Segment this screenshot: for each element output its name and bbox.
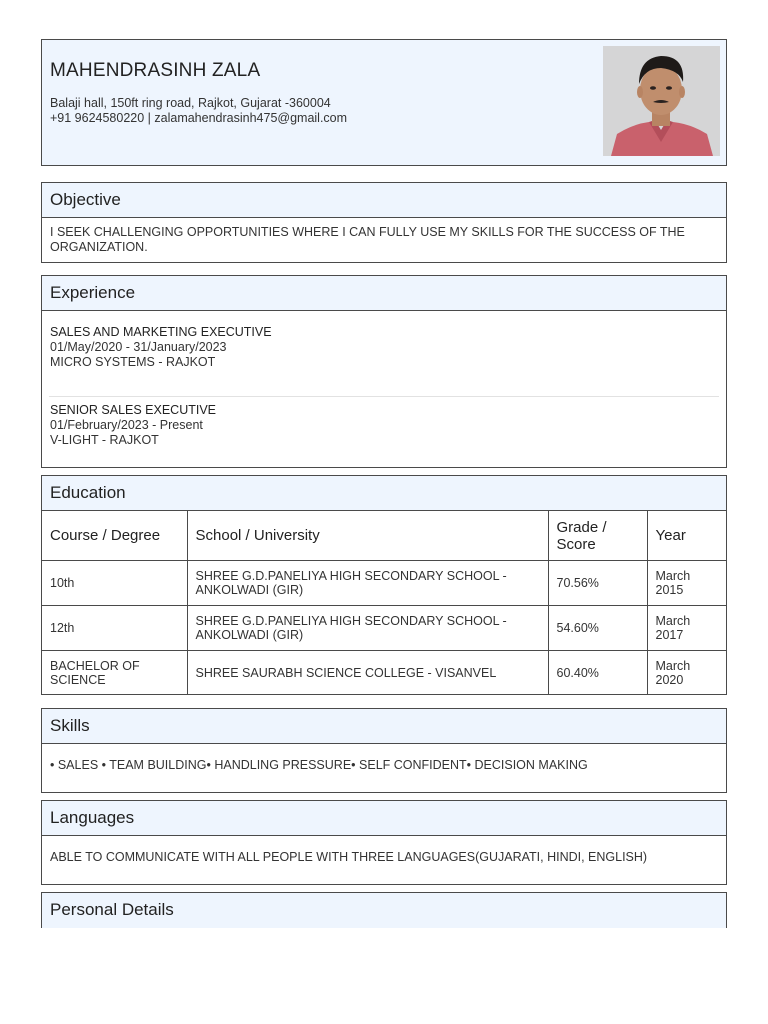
candidate-name: MAHENDRASINH ZALA (50, 60, 261, 81)
job-title: SENIOR SALES EXECUTIVE (50, 403, 217, 417)
table-row (42, 606, 726, 651)
personal-details-section (41, 892, 727, 928)
table-row (42, 651, 726, 696)
column-header: Year (647, 511, 726, 561)
table-cell: SHREE G.D.PANELIYA HIGH SECONDARY SCHOOL - ANKOLWADI (GIR) (187, 606, 548, 651)
skills-heading: Skills (42, 709, 726, 744)
job-dates: 01/February/2023 - Present (50, 418, 203, 432)
table-cell: March 2015 (647, 561, 726, 606)
profile-photo (603, 46, 720, 156)
job-dates: 01/May/2020 - 31/January/2023 (50, 340, 227, 354)
profile-photo-image (603, 46, 720, 156)
education-table (42, 511, 726, 695)
table-cell: 60.40% (548, 651, 647, 696)
experience-heading: Experience (42, 276, 726, 311)
table-cell: SHREE SAURABH SCIENCE COLLEGE - VISANVEL (187, 651, 548, 696)
objective-section (41, 182, 727, 263)
column-header: Grade / Score (548, 511, 647, 561)
experience-entry (42, 311, 726, 396)
personal-details-heading: Personal Details (42, 893, 726, 928)
table-cell: March 2017 (647, 606, 726, 651)
table-cell: 12th (42, 606, 187, 651)
objective-heading: Objective (42, 183, 726, 218)
contact-block (50, 96, 347, 126)
languages-text: ABLE TO COMMUNICATE WITH ALL PEOPLE WITH THREE LANGUAGES(GUJARATI, HINDI, ENGLISH) (50, 850, 648, 864)
skills-text: • SALES • TEAM BUILDING• HANDLING PRESSURE• SELF CONFIDENT• DECISION MAKING (50, 758, 588, 772)
job-company: MICRO SYSTEMS - RAJKOT (50, 355, 216, 369)
phone-email: +91 9624580220 | zalamahendrasinh475@gmail.com (50, 111, 348, 125)
column-header: School / University (187, 511, 548, 561)
skills-section (41, 708, 727, 793)
languages-section (41, 800, 727, 885)
table-cell: SHREE G.D.PANELIYA HIGH SECONDARY SCHOOL - ANKOLWADI (GIR) (187, 561, 548, 606)
table-cell: 10th (42, 561, 187, 606)
education-section (41, 475, 727, 695)
address: Balaji hall, 150ft ring road, Rajkot, Gujarat -360004 (50, 96, 331, 110)
education-heading: Education (42, 476, 726, 511)
table-row (42, 561, 726, 606)
table-cell: 70.56% (548, 561, 647, 606)
experience-section (41, 275, 727, 468)
objective-text: I SEEK CHALLENGING OPPORTUNITIES WHERE I CAN FULLY USE MY SKILLS FOR THE SUCCESS OF THE ORGANIZATION. (50, 225, 685, 254)
table-cell: BACHELOR OF SCIENCE (42, 651, 187, 696)
resume-header (41, 39, 727, 166)
table-header-row (42, 511, 726, 561)
job-company: V-LIGHT - RAJKOT (50, 433, 159, 447)
experience-entry (42, 397, 726, 448)
table-cell: March 2020 (655, 658, 691, 687)
languages-heading: Languages (42, 801, 726, 836)
table-cell: 54.60% (548, 606, 647, 651)
column-header: Course / Degree (42, 511, 187, 561)
job-title: SALES AND MARKETING EXECUTIVE (50, 325, 272, 339)
